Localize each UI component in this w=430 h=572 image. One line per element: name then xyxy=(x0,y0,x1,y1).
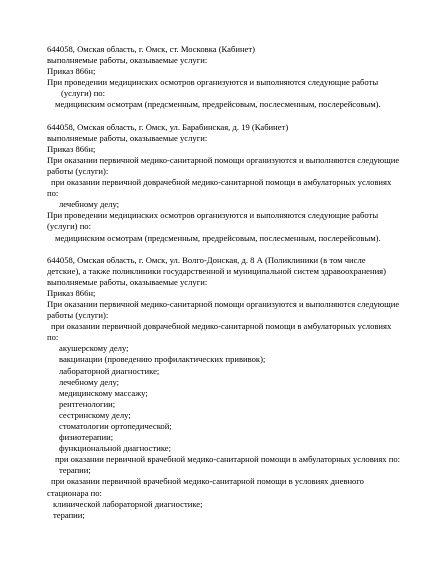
text-line: по: xyxy=(47,188,59,199)
order-line: Приказ 866н; xyxy=(47,287,96,298)
text-line: При оказании первичной медико-санитарной помощи организуются и выполняются следующие xyxy=(47,154,400,165)
service-item: терапии; xyxy=(59,465,91,476)
text-line: (услуги) по: xyxy=(47,221,91,232)
order-line: Приказ 866н; xyxy=(47,66,96,77)
location-section-3 xyxy=(47,254,401,521)
text-line: При проведении медицинских осмотров организуются и выполняются следующие работы xyxy=(47,210,379,221)
service-item: акушерскому делу; xyxy=(59,343,129,354)
works-label: выполняемые работы, оказываемые услуги: xyxy=(47,276,208,287)
service-item: рентгенологии; xyxy=(59,398,116,409)
address-line: детские), а также поликлиники государственной и муниципальной систем здравоохранения) xyxy=(47,265,386,276)
service-item: медицинским осмотрам (предсменным, предрейсовым, послесменным, послерейсовым). xyxy=(55,99,381,110)
service-item: лабораторной диагностике; xyxy=(59,365,160,376)
service-item: терапии; xyxy=(53,509,85,520)
text-line: при оказании первичной доврачебной медико-санитарной помощи в амбулаторных условиях xyxy=(51,321,392,332)
service-item: сестринскому делу; xyxy=(59,409,131,420)
works-label: выполняемые работы, оказываемые услуги: xyxy=(47,55,208,66)
address-line: 644058, Омская область, г. Омск, ул. Барабинская, д. 19 (Кабинет) xyxy=(47,121,289,132)
service-item: физиотерапии; xyxy=(59,432,114,443)
service-item: вакцинации (проведению профилактических прививок); xyxy=(59,354,266,365)
service-item: медицинским осмотрам (предсменным, предрейсовым, послесменным, послерейсовым). xyxy=(55,232,381,243)
service-item: лечебному делу; xyxy=(59,376,120,387)
service-item: лечебному делу; xyxy=(59,199,120,210)
text-line: При проведении медицинских осмотров организуются и выполняются следующие работы xyxy=(47,77,379,88)
service-item: клинической лабораторной диагностике; xyxy=(53,498,203,509)
text-line: работы (услуги): xyxy=(47,310,109,321)
service-item: медицинскому массажу; xyxy=(59,387,148,398)
text-line: при оказании первичной доврачебной медико-санитарной помощи в амбулаторных условиях xyxy=(51,177,392,188)
service-item: функциональной диагностике; xyxy=(59,443,172,454)
text-line: При оказании первичной медико-санитарной помощи организуются и выполняются следующие xyxy=(47,298,400,309)
service-item: стоматологии ортопедической; xyxy=(59,421,172,431)
text-line: по: xyxy=(47,332,59,343)
order-line: Приказ 866н; xyxy=(47,143,96,154)
text-line: (услуги) по: xyxy=(61,88,105,99)
text-line: работы (услуги): xyxy=(47,165,109,176)
address-line: 644058, Омская область, г. Омск, ст. Московка (Кабинет) xyxy=(47,44,255,54)
works-label: выполняемые работы, оказываемые услуги: xyxy=(47,132,208,143)
text-line: при оказании первичной врачебной медико-санитарной помощи в условиях дневного xyxy=(51,476,364,487)
location-section-1 xyxy=(47,44,394,111)
text-line: стационара по: xyxy=(47,487,102,498)
location-section-2 xyxy=(47,121,400,244)
text-line: при оказании первичной врачебной медико-санитарной помощи в амбулаторных условиях по: xyxy=(55,454,401,465)
address-line: 644058, Омская область, г. Омск, ул. Волго-Донская, д. 8 А (Поликлиники (в том числе xyxy=(47,254,366,265)
